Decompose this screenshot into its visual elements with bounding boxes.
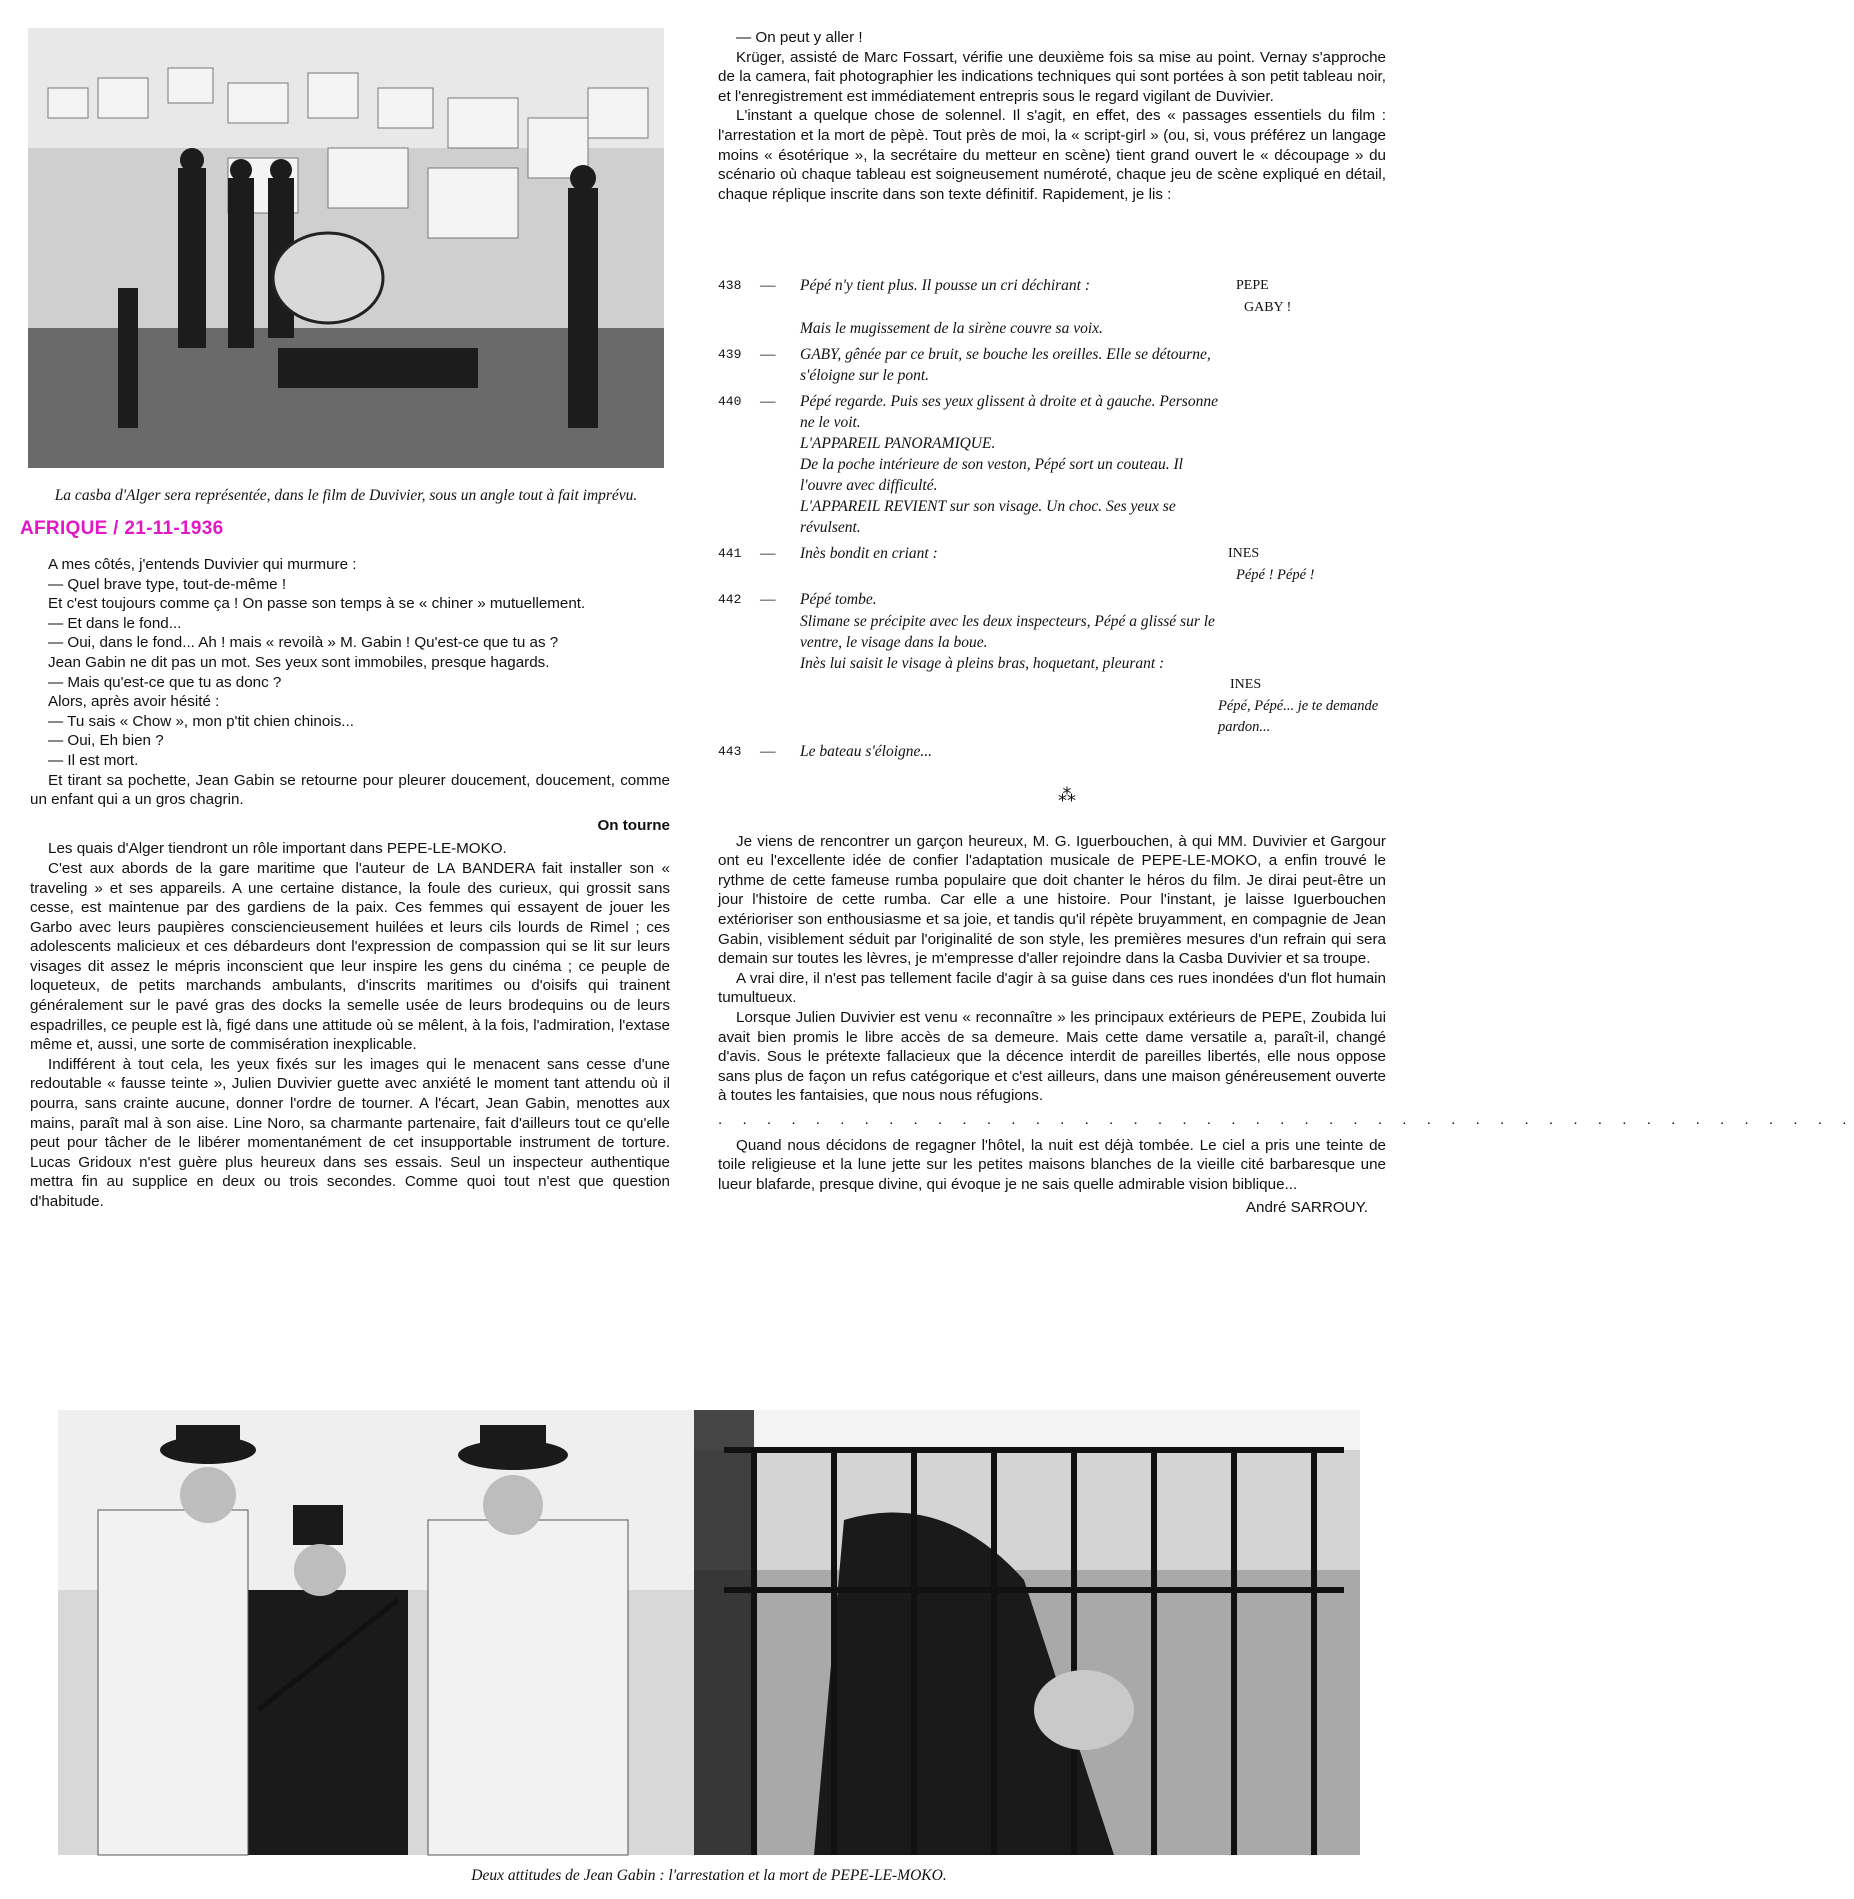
right-top-column [718, 28, 1386, 204]
scene-number: 442 [718, 592, 742, 607]
paragraph: C'est aux abords de la gare maritime que l'auteur de LA BANDERA fait installer son « traveling » et ses appareils. A une certaine distance, la foule des curieux, qui grossit sans cesse, est maintenue par des gardiens de la paix. Ces femmes qui essayent de jouer les Garbo avec leurs paupières consciencieusement huilées et leurs cils lourds de Rimel ; ces adolescents malicieux et ces débardeurs dont l'expression de compassion qui se lit sur leurs visages dit assez le mépris inconscient que leur inspire les gens du cinéma ; ce peuple de loqueteux, de petits marchands ambulants, d'inscrits maritimes ou d'oisifs qui trainent généralement sur le pavé gras des docks la semelle usée de leurs brodequins ou de leurs espadrilles, ce peuple est là, figé dans une attitude où se mêlent, à la fois, l'admiration, l'extase même et, aussi, une sorte de commisération inexplicable. [30, 859, 670, 1054]
scene-text: Inès bondit en criant : [800, 545, 938, 562]
paragraph: Indifférent à tout cela, les yeux fixés sur les images qui le menacent sans cesse d'une redoutable « fausse teinte », Julien Duvivier guette avec anxiété le moment tant attendu où il pourra, sans crainte aucune, donner l'ordre de tourner. A l'écart, Jean Gabin, menottes aux mains, paraît mal à son aise. Line Noro, sa charmante partenaire, fait d'ailleurs tout ce qu'elle peut pour tâcher de le libérer momentanément de cet insupportable instrument de torture. Lucas Gridoux n'est guère plus heureux dans ses essais. Seul un inspecteur authentique mettra fin au supplice en deux ou trois secondes. Comme quoi tout n'est que question d'habitude. [30, 1055, 670, 1210]
script-excerpt [718, 276, 1418, 766]
section-heading: On tourne [597, 816, 670, 834]
paragraph: Krüger, assisté de Marc Fossart, vérifie une deuxième fois sa mise au point. Vernay s'approche de la camera, fait photographier les indications techniques qui sont portées à son petit tableau noir, et l'enregistrement est immédiatement entrepris sous le regard vigilant de Duvivier. [718, 48, 1386, 105]
scene-text: Inès lui saisit le visage à pleins bras, hoquetant, pleurant : [800, 655, 1165, 672]
paragraph: Alors, après avoir hésité : [48, 693, 220, 711]
paragraph: — Oui, Eh bien ? [48, 732, 164, 750]
paragraph: — On peut y aller ! [736, 29, 863, 46]
scene-text: Mais le mugissement de la sirène couvre sa voix. [800, 320, 1103, 337]
paragraph: — Tu sais « Chow », mon p'tit chien chinois... [48, 712, 354, 730]
paragraph: Et tirant sa pochette, Jean Gabin se retourne pour pleurer doucement, doucement, comme un enfant qui a un gros chagrin. [30, 771, 670, 809]
role-line: GABY ! [1244, 300, 1292, 315]
death-photo [694, 1410, 1360, 1855]
scene-text: GABY, gênée par ce bruit, se bouche les oreilles. Elle se détourne, s'éloigne sur le pont. [800, 346, 1211, 384]
scene-number: 440 [718, 394, 742, 409]
section-separator: ⁂ [1058, 785, 1076, 805]
scene-number: 438 [718, 278, 742, 293]
right-bottom-column [718, 785, 1854, 1218]
scene-text: Pépé tombe. [800, 591, 877, 608]
paragraph: A vrai dire, il n'est pas tellement facile d'agir à sa guise dans ces rues inondées d'un flot humain tumultueux. [718, 969, 1386, 1007]
scene-dash: — [760, 743, 776, 760]
role-label: PEPE [1236, 278, 1269, 293]
bottom-photo-caption: Deux attitudes de Jean Gabin : l'arrestation et la mort de PEPE-LE-MOKO. [471, 1867, 947, 1884]
paragraph: Et c'est toujours comme ça ! On passe son temps à se « chiner » mutuellement. [48, 595, 586, 613]
scene-number: 441 [718, 546, 742, 561]
scene-text: Pépé n'y tient plus. Il pousse un cri déchirant : [800, 277, 1091, 294]
scene-dash: — [760, 277, 776, 294]
role-label: INES [1228, 546, 1260, 561]
paragraph: — Et dans le fond... [48, 614, 182, 632]
paragraph: — Quel brave type, tout-de-même ! [48, 575, 287, 593]
scene-dash: — [760, 393, 776, 410]
paragraph: Je viens de rencontrer un garçon heureux, M. G. Iguerbouchen, à qui MM. Duvivier et Gargour ont eu l'excellente idée de confier l'adaptation musicale de PEPE-LE-MOKO, a enfin trouvé le rythme de cette fameuse rumba populaire que doit chanter le héros du film. Je dirai peut-être un jour l'histoire de cette rumba. Car elle a une histoire. Pour l'instant, je laisse Iguerbouchen extérioriser son enthousiasme et sa joie, et tandis qu'il répète bruyamment, en compagnie de Jean Gabin, visiblement séduit par l'originalité de son style, les premières mesures d'un refrain qui sera demain sur toutes les lèvres, je m'empresse d'aller rejoindre dans la Casba Duvivier et sa troupe. [718, 832, 1386, 968]
author-signature: André SARROUY. [1245, 1199, 1368, 1217]
scene-text: De la poche intérieure de son veston, Pépé sort un couteau. Il l'ouvre avec difficulté. [800, 456, 1183, 494]
casbah-photo [28, 28, 664, 468]
scene-number: 439 [718, 347, 742, 362]
role-label: INES [1230, 677, 1262, 692]
arrest-photo [58, 1410, 694, 1855]
scene-dash: — [760, 591, 776, 608]
paragraph: Lorsque Julien Duvivier est venu « reconnaître » les principaux extérieurs de PEPE, Zoubida lui avait bien promis le libre accès de sa demeure. Mais cette dame versatile a, paraît-il, changé d'avis. Sous le prétexte fallacieux que la décence interdit de pareilles libertés, elle nous oppose sans plus de façon un refus catégorique et c'est ailleurs, dans une maison généreusement ouverte à toutes les fantaisies, que nous nous réfugions. [718, 1008, 1386, 1105]
scene-dash: — [760, 545, 776, 562]
scene-text: Le bateau s'éloigne... [800, 743, 933, 760]
scene-text: L'APPAREIL PANORAMIQUE. [800, 435, 996, 452]
dotted-separator: . . . . . . . . . . . . . . . . . . . . . . . . . . . . . . . . . . . . . . . . . . . . . . . [718, 1110, 1854, 1128]
paragraph: Jean Gabin ne dit pas un mot. Ses yeux sont immobiles, presque hagards. [48, 653, 550, 671]
scene-text: L'APPAREIL REVIENT sur son visage. Un choc. Ses yeux se révulsent. [800, 498, 1176, 536]
scene-number: 443 [718, 744, 742, 759]
paragraph: A mes côtés, j'entends Duvivier qui murmure : [48, 556, 357, 573]
scene-text: Slimane se précipite avec les deux inspecteurs, Pépé a glissé sur le ventre, le visage dans la boue. [800, 613, 1215, 651]
source-stamp: AFRIQUE / 21-11-1936 [20, 518, 224, 539]
paragraph: — Oui, dans le fond... Ah ! mais « revoilà » M. Gabin ! Qu'est-ce que tu as ? [48, 634, 559, 652]
top-photo-caption: La casba d'Alger sera représentée, dans le film de Duvivier, sous un angle tout à fait imprévu. [54, 487, 638, 504]
left-column [30, 555, 670, 1212]
paragraph: Les quais d'Alger tiendront un rôle important dans PEPE-LE-MOKO. [48, 840, 507, 858]
scene-dash: — [760, 346, 776, 363]
role-line: Pépé ! Pépé ! [1236, 567, 1315, 583]
paragraph: L'instant a quelque chose de solennel. Il s'agit, en effet, des « passages essentiels du film : l'arrestation et la mort de pèpè. Tout près de moi, la « script-girl » (ou, si, vous préférez un langage moins « ésotérique », la secrétaire du metteur en scène) tient grand ouvert le « découpage » du scénario où chaque tableau est soigneusement numéroté, chaque jeu de scène expliqué en détail, chaque réplique inscrite dans son texte définitif. Rapidement, je lis : [718, 107, 1386, 203]
paragraph: — Mais qu'est-ce que tu as donc ? [48, 673, 282, 691]
paragraph: — Il est mort. [48, 751, 139, 769]
paragraph: Quand nous décidons de regagner l'hôtel, la nuit est déjà tombée. Le ciel a pris une teinte de toile religieuse et la lune jette sur les petites maisons blanches de la vieille cité barbaresque une lueur blafarde, presque divine, qui évoque je ne sais quelle admirable vision biblique... [718, 1136, 1386, 1193]
role-line: Pépé, Pépé... je te demande pardon... [1218, 698, 1379, 735]
scene-text: Pépé regarde. Puis ses yeux glissent à droite et à gauche. Personne ne le voit. [800, 393, 1218, 431]
